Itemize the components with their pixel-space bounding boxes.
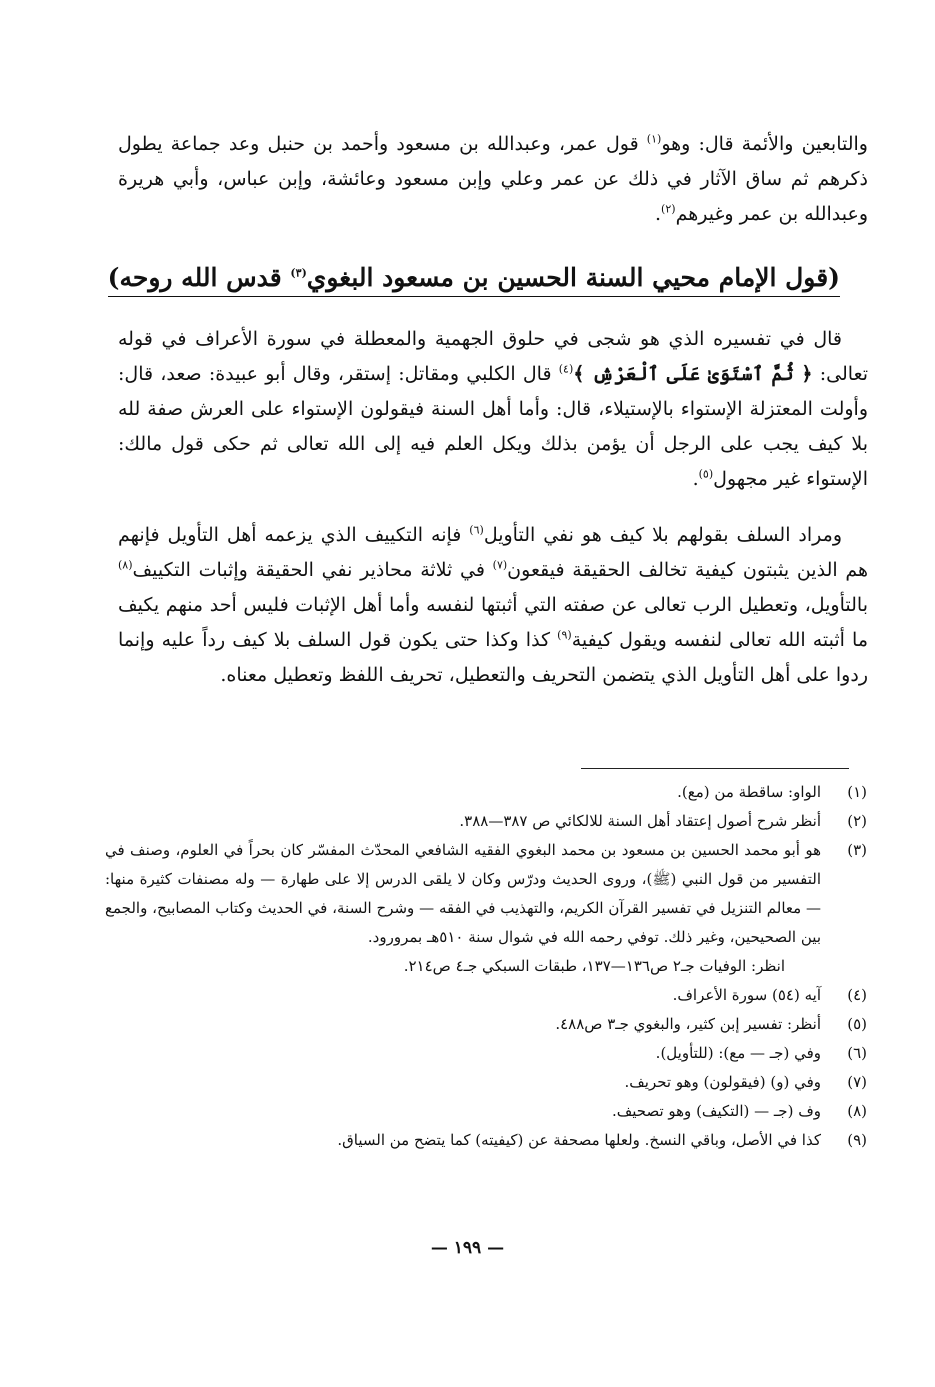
footnote-number: (٢)	[847, 812, 867, 830]
footnote-number: (٥)	[847, 1015, 867, 1033]
paragraph-text: قال في تفسيره الذي هو شجى في حلوق الجهمية والمعطلة في سورة الأعراف في قوله تعالى:	[118, 328, 869, 385]
footnote	[105, 981, 867, 1010]
footnote	[105, 1068, 867, 1097]
footnote-marker-7[interactable]: (٧)	[492, 558, 508, 572]
footnote-number: (٦)	[847, 1044, 867, 1062]
footnote-text: الواو: ساقطة من (مع).	[677, 783, 821, 801]
section-heading-underlined	[108, 260, 840, 297]
footnote-number: (٩)	[847, 1131, 867, 1149]
footnote-text: وف (جـ — (التكيف) وهو تصحيف.	[611, 1102, 821, 1120]
footnote-marker-6[interactable]: (٦)	[469, 523, 484, 537]
footnote-marker-5[interactable]: (٥)	[698, 467, 714, 481]
footnote-marker-9[interactable]: (٩)	[557, 628, 572, 642]
paragraph-text: ومراد السلف بقولهم بلا كيف هو نفي التأويل	[483, 524, 842, 546]
footnote-text: أنظر شرح أصول إعتقاد أهل السنة للالكائي ص ٣٨٧—٣٨٨.	[459, 812, 821, 830]
paragraph-text: .	[692, 468, 699, 490]
footnote-reference: انظر: الوفيات جـ٢ ص١٣٦—١٣٧، طبقات السبكي جـ٤ ص٢١٤.	[403, 957, 785, 975]
footnote-separator	[581, 768, 849, 769]
footnote	[105, 1097, 867, 1126]
section-heading	[107, 260, 840, 297]
footnote-number: (١)	[847, 783, 867, 801]
footnote-marker-4[interactable]: (٤)	[558, 362, 574, 376]
heading-text: قدس الله روحه)	[107, 263, 291, 292]
footnote-marker-1[interactable]: (١)	[646, 132, 662, 146]
paragraph-text: كذا وكذا حتى يكون قول السلف بلا كيف رداً عليه وإنما ردوا على أهل التأويل الذي يتضمن التحريف والتعطيل، تحريف اللفظ وتعطيل معناه.	[118, 629, 868, 686]
footnote-text: وفي (جـ — مع): (للتأويل).	[655, 1044, 821, 1062]
body-paragraph-2	[118, 322, 868, 497]
footnote-text: كذا في الأصل، وباقي النسخ. ولعلها مصحفة عن (كيفيته) كما يتضح من السياق.	[337, 1131, 821, 1149]
paragraph-text: في ثلاثة محاذير نفي الحقيقة وإثبات التكييف	[132, 559, 493, 581]
paragraph-text: فإنه التكييف الذي يزعمه أهل التأويل فإنهم هم الذين يثبتون كيفية تخالف الحقيقة فيقعون	[118, 524, 868, 581]
footnote-text: وفي (و) (فيقولون) وهو تحريف.	[624, 1073, 821, 1091]
footnote	[105, 1010, 867, 1039]
footnote	[105, 836, 867, 952]
heading-text: (قول الإمام محيي السنة الحسين بن مسعود البغوي	[306, 263, 840, 292]
footnote-number: (٤)	[847, 986, 867, 1004]
page-number: — ١٩٩ —	[430, 1238, 505, 1258]
footnote-text: أنظر: تفسير إبن كثير، والبغوي جـ٣ ص٤٨٨.	[555, 1015, 821, 1033]
paragraph-text: قول عمر، وعبدالله بن مسعود وأحمد بن حنبل وعد جماعة يطول ذكرهم ثم ساق الآثار في ذلك عن عمر وعلي وإبن مسعود وعائشة، وإبن عباس، وأبي هريرة وعبدالله بن عمر وغيرهم	[118, 133, 868, 225]
footnote-number: (٣)	[847, 841, 867, 859]
body-paragraph-1	[118, 127, 868, 232]
footnote	[105, 807, 867, 836]
footnote-number: (٨)	[847, 1102, 867, 1120]
paragraph-text: بالتأويل، وتعطيل الرب تعالى عن صفته التي أثبتها لنفسه وأما أهل الإثبات فليس أحد منهم يكيف ما أثبته الله تعالى لنفسه ويقول كيفية	[118, 594, 868, 651]
paragraph-text: قال الكلبي ومقاتل: إستقر، وقال أبو عبيدة: صعد، قال: وأولت المعتزلة الإستواء بالإستيلاء، قال: وأما أهل السنة فيقولون الإستواء على العرش صفة لله بلا كيف يجب على الرجل أن يؤمن بذلك ويكل العلم فيه إلى الله تعالى ثم حكى قول مالك: الإستواء غير مجهول	[118, 363, 868, 490]
footnote-number: (٧)	[847, 1073, 867, 1091]
footnote-marker-8[interactable]: (٨)	[118, 558, 133, 572]
footnote	[105, 1039, 867, 1068]
footnote-marker-2[interactable]: (٢)	[661, 202, 676, 216]
footnote-marker-3[interactable]: (٣)	[290, 266, 307, 280]
footnote-text: آيه (٥٤) سورة الأعراف.	[672, 986, 821, 1004]
footnotes	[105, 778, 867, 1155]
body-paragraph-3	[118, 518, 868, 693]
quran-verse: ﴿ ثُمَّ ٱسْتَوَىٰ عَلَى ٱلْعَرْشِ ﴾	[573, 363, 813, 385]
footnote-text: هو أبو محمد الحسين بن مسعود بن محمد البغوي الفقيه الشافعي المحدّث المفسّر كان بحراً في العلوم، وصنف في التفسير من قول النبي (ﷺ)، وروى الحديث ودرّس وكان لا يلقى الدرس إلا على طهارة — وله مصنفات كثيرة منها: — معالم التنزيل في تفسير القرآن الكريم، والتهذيب في الفقه — وشرح السنة، في الحديث وكتاب المصابيح، والجمع بين الصحيحين، وغير ذلك. توفي رحمه الله في شوال سنة ٥١٠هـ بمرورود.	[105, 841, 821, 946]
paragraph-text: والتابعين والأئمة قال: وهو	[661, 133, 868, 155]
paragraph-text: .	[655, 203, 662, 225]
footnote	[105, 778, 867, 807]
footnote	[105, 1126, 867, 1155]
